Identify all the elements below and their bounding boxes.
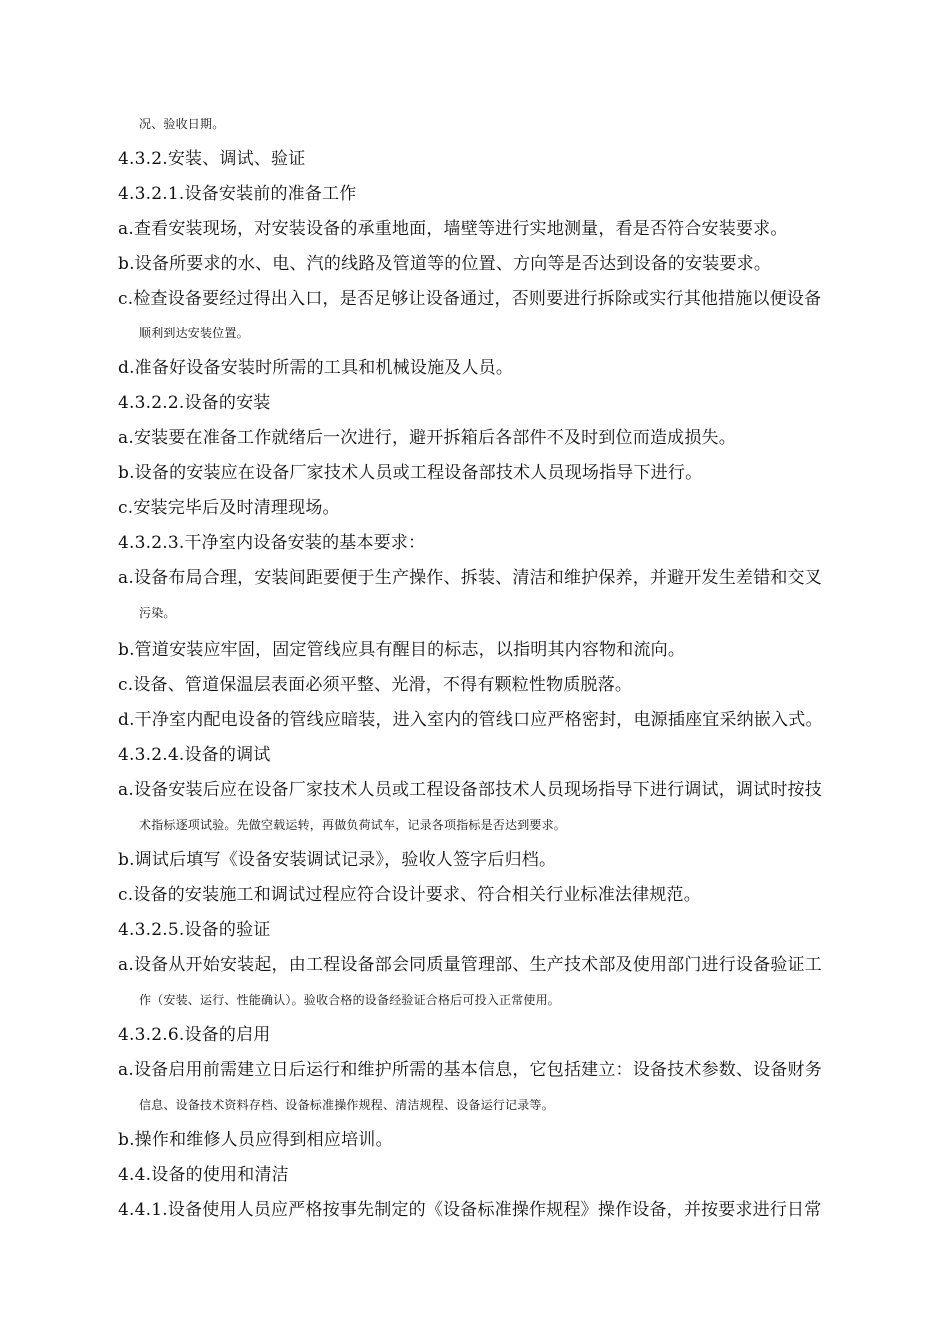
text-line: b.管道安装应牢固，固定管线应具有醒目的标志，以指明其内容物和流向。 [118, 640, 686, 660]
text-line: a.设备从开始安装起，由工程设备部会同质量管理部、生产技术部及使用部门进行设备验证工 [118, 955, 822, 975]
text-line-continuation: 作（安装、运行、性能确认）。验收合格的设备经验证合格后可投入正常使用。 [139, 993, 561, 1007]
text-line: c.设备、管道保温层表面必须平整、光滑，不得有颗粒性物质脱落。 [118, 675, 633, 695]
text-line-continuation: 污染。 [139, 606, 176, 620]
text-line: b.设备的安装应在设备厂家技术人员或工程设备部技术人员现场指导下进行。 [118, 463, 703, 483]
text-line: 4.3.2.6.设备的启用 [118, 1025, 271, 1045]
text-line: b.调试后填写《设备安装调试记录》，验收人签字后归档。 [118, 850, 557, 870]
text-line-continuation: 况、验收日期。 [139, 117, 225, 131]
text-line-continuation: 信息、设备技术资料存档、设备标准操作规程、清洁规程、设备运行记录等。 [139, 1098, 554, 1112]
text-line: b.操作和维修人员应得到相应培训。 [118, 1130, 393, 1150]
text-line: a.查看安装现场，对安装设备的承重地面，墙壁等进行实地测量，看是否符合安装要求。 [118, 219, 788, 239]
text-line: a.设备安装后应在设备厂家技术人员或工程设备部技术人员现场指导下进行调试，调试时按技 [118, 780, 822, 800]
text-line: c.设备的安装施工和调试过程应符合设计要求、符合相关行业标准法律规范。 [118, 885, 701, 905]
text-line: 4.3.2.安装、调试、验证 [118, 149, 306, 169]
text-line: d.干净室内配电设备的管线应暗装，进入室内的管线口应严格密封，电源插座宜采纳嵌入式。 [118, 710, 823, 730]
text-line: b.设备所要求的水、电、汽的线路及管道等的位置、方向等是否达到设备的安装要求。 [118, 254, 772, 274]
text-line: 4.4.设备的使用和清洁 [118, 1165, 289, 1185]
text-line: c.安装完毕后及时清理现场。 [118, 498, 340, 518]
text-line: c.检查设备要经过得出入口，是否足够让设备通过，否则要进行拆除或实行其他措施以便设备 [118, 289, 822, 309]
text-line: 4.3.2.2.设备的安装 [118, 393, 271, 413]
text-line-continuation: 术指标逐项试验。先做空载运转，再做负荷试车，记录各项指标是否达到要求。 [139, 818, 567, 832]
text-line-continuation: 顺利到达安装位置。 [139, 326, 249, 340]
text-line: 4.3.2.5.设备的验证 [118, 920, 271, 940]
text-line: a.设备启用前需建立日后运行和维护所需的基本信息，它包括建立：设备技术参数、设备财务 [118, 1060, 822, 1080]
text-line: 4.3.2.1.设备安装前的准备工作 [118, 184, 357, 204]
text-line: a.安装要在准备工作就绪后一次进行，避开拆箱后各部件不及时到位而造成损失。 [118, 428, 736, 448]
text-line: 4.3.2.4.设备的调试 [118, 745, 271, 765]
text-line: a.设备布局合理，安装间距要便于生产操作、拆装、清洁和维护保养，并避开发生差错和交叉 [118, 568, 822, 588]
text-line: d.准备好设备安装时所需的工具和机械设施及人员。 [118, 358, 514, 378]
text-line: 4.4.1.设备使用人员应严格按事先制定的《设备标准操作规程》操作设备，并按要求进行日常 [118, 1200, 822, 1220]
text-line: 4.3.2.3.干净室内设备安装的基本要求： [118, 533, 426, 553]
